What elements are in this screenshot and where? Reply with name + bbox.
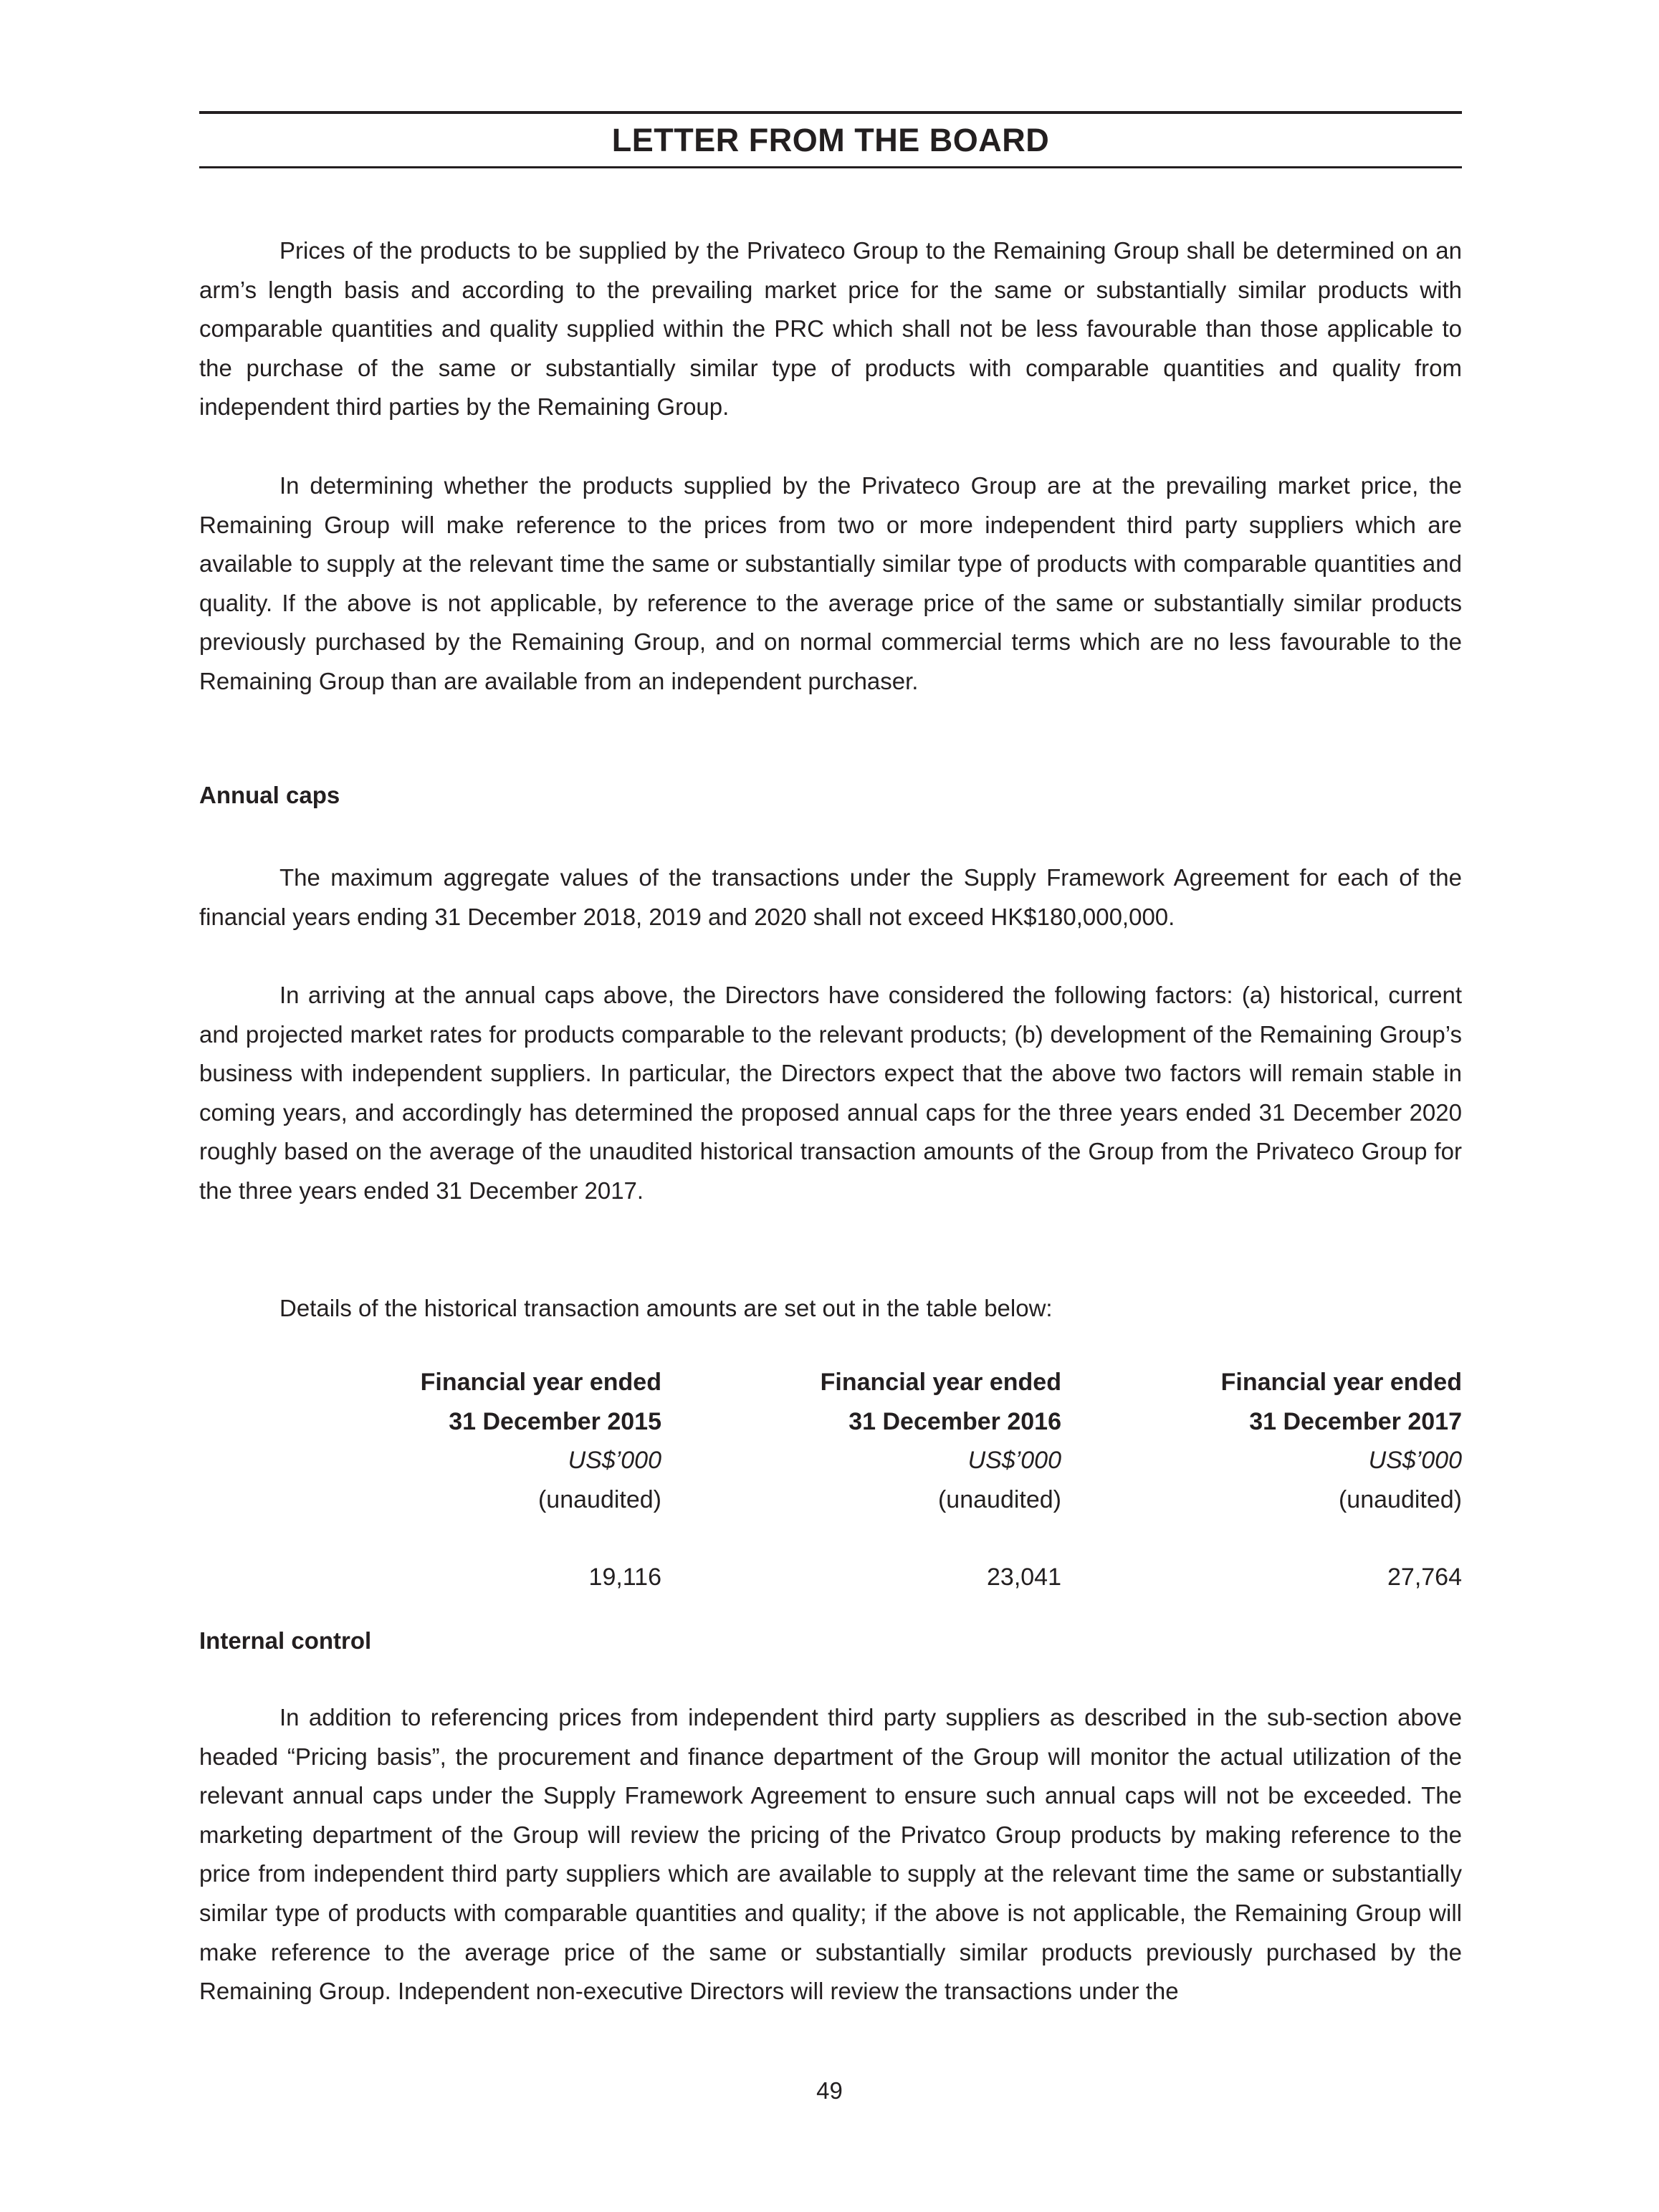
header-bottom-rule <box>199 166 1462 168</box>
column-value: 19,116 <box>588 1564 661 1591</box>
column-value: 27,764 <box>1387 1564 1462 1591</box>
column-header-line1: Financial year ended <box>420 1369 661 1396</box>
column-value: 23,041 <box>987 1564 1061 1591</box>
column-unit: US$’000 <box>568 1447 661 1475</box>
paragraph-prevailing-price: In determining whether the products supplied by the Privateco Group are at the prevailing market price, the Remaining Group will make reference to the prices from two or more independent third party suppliers which are available to supply at the relevant time the same or substantially similar type of products with comparable quantities and quality. If the above is not applicable, by reference to the average price of the same or substantially similar products previously purchased by the Remaining Group, and on normal commercial terms which are no less favourable to the Remaining Group than are available from an independent purchaser. <box>199 472 1462 694</box>
paragraph-arriving-caps: In arriving at the annual caps above, the Directors have considered the following factors: (a) historical, current and projected market rates for products comparable to the relevant products; (b) development of the Remaining Group’s business with independent suppliers. In particular, the Directors expect that the above two factors will remain stable in coming years, and accordingly has determined the proposed annual caps for the three years ended 31 December 2020 roughly based on the average of the unaudited historical transaction amounts of the Group from the Privateco Group for the three years ended 31 December 2017. <box>199 982 1462 1204</box>
column-unit: US$’000 <box>1368 1447 1462 1475</box>
header-top-rule <box>199 111 1462 114</box>
column-header-line1: Financial year ended <box>1220 1369 1462 1396</box>
paragraph-max-values: The maximum aggregate values of the transactions under the Supply Framework Agreement for each of the financial years ending 31 December 2018, 2019 and 2020 shall not exceed HK$180,000,000. <box>199 864 1462 930</box>
column-note: (unaudited) <box>1338 1485 1462 1513</box>
column-header-line2: 31 December 2017 <box>1249 1407 1462 1435</box>
heading-annual-caps: Annual caps <box>199 782 340 808</box>
column-header-line1: Financial year ended <box>820 1369 1061 1396</box>
heading-internal-control: Internal control <box>199 1627 372 1654</box>
column-note: (unaudited) <box>937 1485 1061 1513</box>
page-header-title: LETTER FROM THE BOARD <box>611 122 1050 158</box>
table-column-2015 <box>260 1363 661 1597</box>
table-column-2016 <box>660 1363 1061 1597</box>
paragraph-internal-control: In addition to referencing prices from independent third party suppliers as described in the sub-section above headed “Pricing basis”, the procurement and finance department of the Group will monitor the actual utilization of the relevant annual caps under the Supply Framework Agreement to ensure such annual caps will not be exceeded. The marketing department of the Group will review the pricing of the Privatco Group products by making reference to the price from independent third party suppliers which are available to supply at the relevant time the same or substantially similar type of products with comparable quantities and quality; if the above is not applicable, the Remaining Group will make reference to the average price of the same or substantially similar products previously purchased by the Remaining Group. Independent non-executive Directors will review the transactions under the <box>199 1704 1462 2005</box>
paragraph-pricing: Prices of the products to be supplied by the Privateco Group to the Remaining Group shall be determined on an arm’s length basis and according to the prevailing market price for the same or substantially similar products with comparable quantities and quality supplied within the PRC which shall not be less favourable than those applicable to the purchase of the same or substantially similar type of products with comparable quantities and quality from independent third parties by the Remaining Group. <box>199 237 1462 421</box>
paragraph-table-intro: Details of the historical transaction amounts are set out in the table below: <box>279 1295 1053 1321</box>
table-column-2017 <box>1061 1363 1462 1597</box>
column-unit: US$’000 <box>967 1447 1061 1475</box>
page-number: 49 <box>816 2077 843 2104</box>
column-note: (unaudited) <box>537 1485 661 1513</box>
column-header-line2: 31 December 2015 <box>449 1407 661 1435</box>
column-header-line2: 31 December 2016 <box>848 1407 1061 1435</box>
